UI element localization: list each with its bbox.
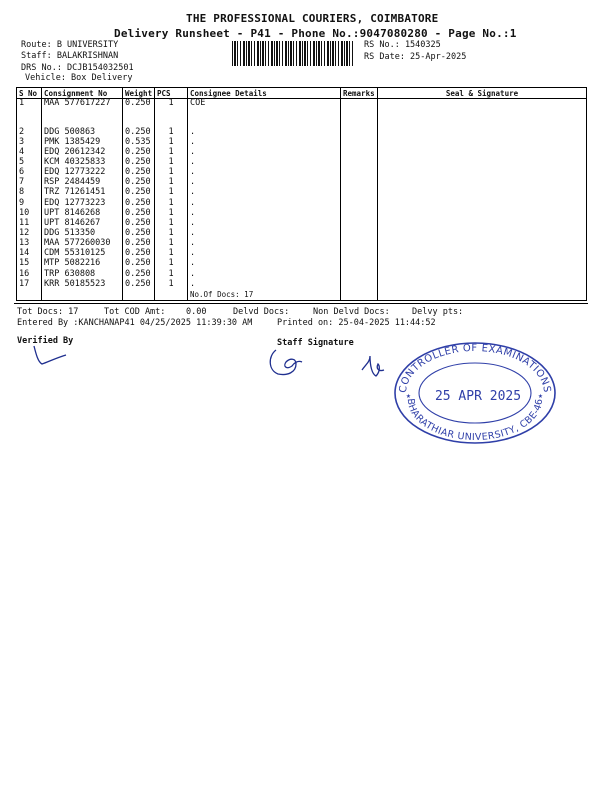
row-seal-signature[interactable] [378,99,587,128]
row-remarks[interactable] [341,280,378,290]
col-weight: Weight [123,88,155,99]
footer-divider [14,303,588,304]
row-consignment-no: KCM 40325833 [42,158,123,168]
row-consignee: . [188,168,341,178]
col-pcs: PCS [155,88,188,99]
verified-by-label: Verified By [17,336,74,346]
handwritten-initial [356,352,390,382]
row-seal-signature[interactable] [378,249,587,259]
stamp-date: 25 APR 2025 [434,389,522,404]
row-weight: 0.250 [123,158,155,168]
row-consignment-no: RSP 2484459 [42,178,123,188]
row-pcs: 1 [155,188,188,198]
row-seal-signature[interactable] [378,158,587,168]
row-pcs: 1 [155,280,188,290]
row-consignment-no: DDG 513350 [42,229,123,239]
row-remarks[interactable] [341,158,378,168]
row-sno: 1 [17,99,42,128]
row-consignee: . [188,259,341,269]
table-row [17,259,587,269]
row-consignment-no: EDQ 12773223 [42,199,123,209]
row-consignee: . [188,158,341,168]
row-weight: 0.250 [123,188,155,198]
table-row [17,199,587,209]
row-seal-signature[interactable] [378,128,587,138]
row-consignment-no: CDM 55310125 [42,249,123,259]
staff-signature-mark [266,346,314,378]
row-weight: 0.250 [123,168,155,178]
row-sno: 7 [17,178,42,188]
row-pcs: 1 [155,239,188,249]
row-remarks[interactable] [341,99,378,128]
row-seal-signature[interactable] [378,259,587,269]
row-consignee: . [188,270,341,280]
row-sno: 17 [17,280,42,290]
col-sno: S No [17,88,42,99]
total-cod-value: 0.00 [186,307,207,317]
row-remarks[interactable] [341,199,378,209]
row-weight: 0.250 [123,209,155,219]
row-consignment-no: MAA 577617227 [42,99,123,128]
row-pcs: 1 [155,128,188,138]
row-sno: 15 [17,259,42,269]
row-weight: 0.250 [123,178,155,188]
row-seal-signature[interactable] [378,229,587,239]
col-consignee: Consignee Details [188,88,341,99]
rs-number: RS No.: 1540325 [364,40,441,50]
staff-name: Staff: BALAKRISHNAN [21,51,119,61]
col-consignment: Consignment No [42,88,123,99]
row-pcs: 1 [155,148,188,158]
table-row [17,128,587,138]
row-seal-signature[interactable] [378,168,587,178]
row-pcs: 1 [155,178,188,188]
row-consignment-no: TRP 630808 [42,270,123,280]
row-consignment-no: MTP 5082216 [42,259,123,269]
row-consignee: . [188,229,341,239]
printed-on: Printed on: 25-04-2025 11:44:52 [277,318,436,328]
row-consignee: . [188,249,341,259]
table-summary-row [17,290,587,301]
row-weight: 0.250 [123,199,155,209]
verified-signature [30,344,70,368]
row-pcs: 1 [155,199,188,209]
stamp-top-text: CONTROLLER OF EXAMINATIONS [397,342,553,394]
row-weight: 0.250 [123,270,155,280]
summary-cell [17,290,42,301]
row-sno: 10 [17,209,42,219]
row-remarks[interactable] [341,229,378,239]
runsheet-table [16,87,587,301]
row-remarks[interactable] [341,168,378,178]
row-weight: 0.250 [123,99,155,128]
staff-signature-label: Staff Signature [277,338,354,348]
vehicle: Vehicle: Box Delivery [25,73,133,83]
table-row [17,249,587,259]
row-sno: 11 [17,219,42,229]
row-pcs: 1 [155,229,188,239]
row-remarks[interactable] [341,249,378,259]
row-consignment-no: EDQ 20612342 [42,148,123,158]
row-weight: 0.250 [123,259,155,269]
rs-date: RS Date: 25-Apr-2025 [364,52,467,62]
row-seal-signature[interactable] [378,270,587,280]
row-pcs: 1 [155,219,188,229]
row-sno: 3 [17,138,42,148]
total-cod-label: Tot COD Amt: [104,307,166,317]
entered-by: Entered By :KANCHANAP41 04/25/2025 11:39:30 AM [17,318,253,328]
row-consignee: . [188,188,341,198]
row-seal-signature[interactable] [378,199,587,209]
row-sno: 5 [17,158,42,168]
row-seal-signature[interactable] [378,148,587,158]
row-remarks[interactable] [341,219,378,229]
row-remarks[interactable] [341,259,378,269]
stamp-star-icon: ★ [406,391,411,400]
runsheet-title: Delivery Runsheet - P41 - Phone No.:9047080280 - Page No.:1 [114,27,517,40]
row-pcs: 1 [155,168,188,178]
row-pcs: 1 [155,209,188,219]
row-seal-signature[interactable] [378,138,587,148]
row-sno: 16 [17,270,42,280]
row-weight: 0.535 [123,138,155,148]
row-consignment-no: UPT 8146267 [42,219,123,229]
row-weight: 0.250 [123,148,155,158]
row-weight: 0.250 [123,219,155,229]
no-of-docs: No.Of Docs: 17 [188,290,341,301]
row-weight: 0.250 [123,239,155,249]
delivered-docs: Delvd Docs: [233,307,290,317]
summary-cell [42,290,123,301]
row-seal-signature[interactable] [378,219,587,229]
row-consignment-no: MAA 577260030 [42,239,123,249]
row-consignment-no: EDQ 12773222 [42,168,123,178]
company-title: THE PROFESSIONAL COURIERS, COIMBATORE [186,12,439,25]
route: Route: B UNIVERSITY [21,40,119,50]
row-sno: 14 [17,249,42,259]
row-consignment-no: TRZ 71261451 [42,188,123,198]
delivery-points: Delvy pts: [412,307,464,317]
summary-cell [341,290,378,301]
row-consignee: . [188,178,341,188]
row-sno: 4 [17,148,42,158]
row-weight: 0.250 [123,128,155,138]
row-consignment-no: DDG 500863 [42,128,123,138]
barcode [232,41,354,66]
row-consignment-no: UPT 8146268 [42,209,123,219]
row-remarks[interactable] [341,188,378,198]
stamp-bottom-text: BHARATHIAR UNIVERSITY, CBE-46 [404,398,546,444]
svg-text:BHARATHIAR UNIVERSITY, CBE-46 [405,398,545,443]
drs-number: DRS No.: DCJB154032501 [21,63,134,73]
row-pcs: 1 [155,158,188,168]
row-remarks[interactable] [341,270,378,280]
row-seal-signature[interactable] [378,188,587,198]
table-row [17,219,587,229]
row-sno: 12 [17,229,42,239]
row-sno: 9 [17,199,42,209]
row-remarks[interactable] [341,148,378,158]
row-consignment-no: KRR 50185523 [42,280,123,290]
row-remarks[interactable] [341,138,378,148]
summary-cell [155,290,188,301]
row-consignee: . [188,280,341,290]
row-sno: 6 [17,168,42,178]
col-seal-signature: Seal & Signature [378,88,587,99]
row-pcs: 1 [155,270,188,280]
row-consignee: . [188,148,341,158]
row-consignee: . [188,138,341,148]
row-consignee: COE [188,99,341,128]
row-remarks[interactable] [341,239,378,249]
row-remarks[interactable] [341,128,378,138]
row-remarks[interactable] [341,178,378,188]
non-delivered-docs: Non Delvd Docs: [313,307,390,317]
row-seal-signature[interactable] [378,178,587,188]
table-header [17,88,587,99]
table-row [17,168,587,178]
row-weight: 0.250 [123,249,155,259]
row-pcs: 1 [155,259,188,269]
row-weight: 0.250 [123,280,155,290]
table-row [17,209,587,219]
row-weight: 0.250 [123,229,155,239]
table-row [17,280,587,290]
row-consignee: . [188,199,341,209]
table-row [17,99,587,128]
row-pcs: 1 [155,138,188,148]
row-seal-signature[interactable] [378,280,587,290]
row-pcs: 1 [155,249,188,259]
total-docs: Tot Docs: 17 [17,307,79,317]
row-seal-signature[interactable] [378,239,587,249]
summary-cell [378,290,587,301]
university-stamp [392,340,558,446]
row-seal-signature[interactable] [378,209,587,219]
row-sno: 8 [17,188,42,198]
row-sno: 2 [17,128,42,138]
row-consignee: . [188,239,341,249]
col-remarks: Remarks [341,88,378,99]
row-remarks[interactable] [341,209,378,219]
row-sno: 13 [17,239,42,249]
row-consignment-no: PMK 1385429 [42,138,123,148]
summary-cell [123,290,155,301]
row-consignee: . [188,128,341,138]
row-consignee: . [188,209,341,219]
row-pcs: 1 [155,99,188,128]
stamp-star-icon: ★ [538,391,543,400]
row-consignee: . [188,219,341,229]
